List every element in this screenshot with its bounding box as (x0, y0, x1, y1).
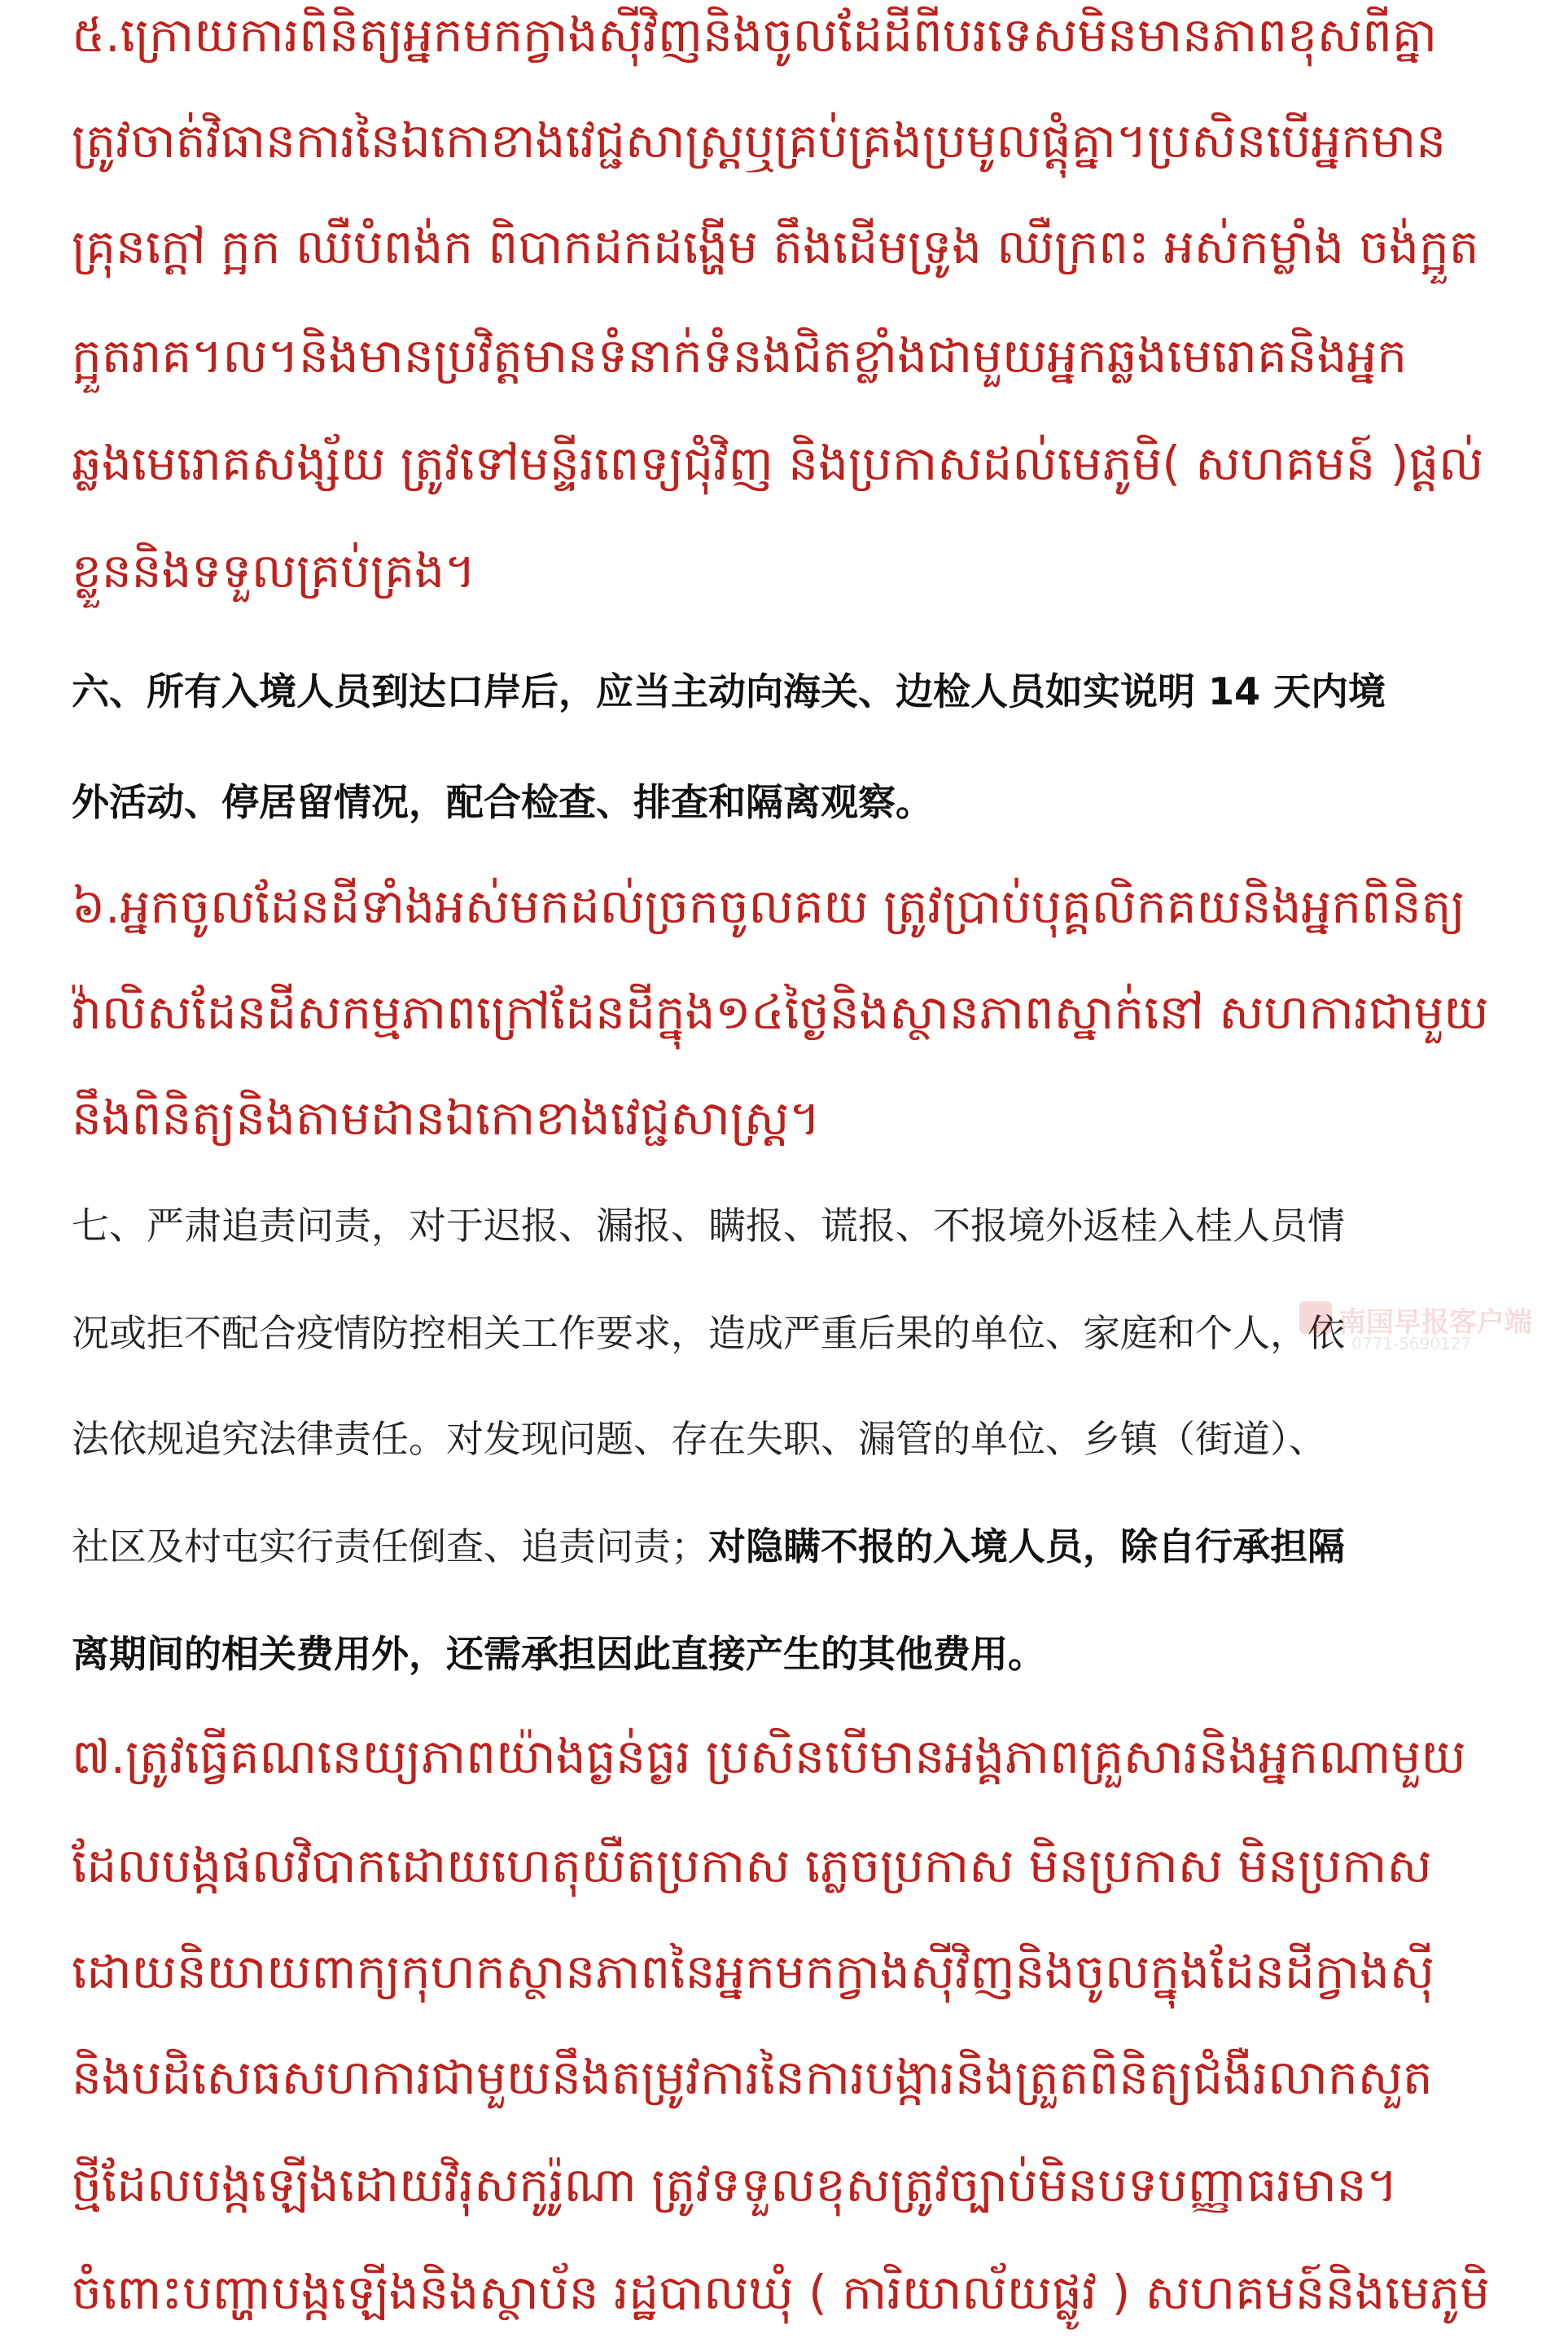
chinese-text-line (72, 1632, 1045, 1676)
text-bold: 对隐瞒不报的入境人员，除自行承担隔 (708, 1524, 1345, 1568)
watermark-text: 南国早报客户端 (1338, 1306, 1532, 1339)
khmer-text-line: ៧.ត្រូវធ្វើគណនេយ្យភាពយ៉ាងធ្ងន់ធ្ងរ ប្រសិនបើមានអង្គភាពគ្រួសារនិងអ្នកណាមួយ (72, 1729, 1466, 1784)
khmer-text-line: វ៉ាលិសដែនដីសកម្មភាពក្រៅដែនដីក្នុង១៤ថ្ងៃនិងស្ថានភាពស្នាក់នៅ សហការជាមួយ (72, 985, 1489, 1040)
watermark-phone: 0771-5690127 (1351, 1334, 1472, 1353)
text-regular: 七、严肃追责问责，对于迟报、漏报、瞒报、谎报、不报境外返桂入桂人员情 (72, 1204, 1345, 1248)
text-regular: 法依规追究法律责任。对发现问题、存在失职、漏管的单位、乡镇（街道）、 (72, 1417, 1326, 1461)
khmer-text-line: ដែលបង្កផលវិបាកដោយហេតុយឺតប្រកាស ភ្លេចប្រកាស មិនប្រកាស មិនប្រកាស (72, 1838, 1432, 1893)
chinese-text-line (72, 1417, 1326, 1461)
chinese-text-line (72, 1204, 1345, 1248)
chinese-text-line (72, 1524, 1345, 1568)
chinese-text-line (72, 1311, 1345, 1355)
khmer-text-line: គ្រុនក្តៅ ក្អក ឈឺបំពង់ក ពិបាកដកដង្ហើម តឹងដើមទ្រូង ឈឺក្រពះ អស់កម្លាំង ចង់ក្អួត (72, 219, 1479, 274)
khmer-text-line: ៦.អ្នកចូលដែនដីទាំងអស់មកដល់ច្រកចូលគយ ត្រូវប្រាប់បុគ្គលិកគយនិងអ្នកពិនិត្យ (72, 879, 1465, 934)
khmer-text-line: នឹងពិនិត្យនិងតាមដានឯកោខាងវេជ្ជសាស្ត្រ។ (72, 1090, 821, 1146)
khmer-text-line: និងបដិសេធសហការជាមួយនឹងតម្រូវការនៃការបង្ការនិងត្រួតពិនិត្យជំងឺរលាកសួត (72, 2050, 1433, 2105)
khmer-text-line: ខ្លួននិងទទួលគ្រប់គ្រង។ (72, 543, 476, 599)
khmer-text-line: ៥.ក្រោយការពិនិត្យអ្នកមកក្វាងស៊ីវិញនិងចូលដែដីពីបរទេសមិនមានភាពខុសពីគ្នា (72, 7, 1438, 63)
text-regular: 况或拒不配合疫情防控相关工作要求，造成严重后果的单位、家庭和个人，依 (72, 1311, 1345, 1355)
text-bold: 离期间的相关费用外，还需承担因此直接产生的其他费用。 (72, 1632, 1045, 1676)
text-regular: 社区及村屯实行责任倒查、追责问责； (72, 1524, 708, 1568)
chinese-text-line: 六、所有入境人员到达口岸后，应当主动向海关、边检人员如实说明 14 天内境 (72, 669, 1386, 713)
chinese-text-line: 外活动、停居留情况，配合检查、排查和隔离观察。 (72, 780, 933, 824)
khmer-text-line: ឆ្លងមេរោគសង្ស័យ ត្រូវទៅមន្ទីរពេទ្យជុំវិញ និងប្រកាសដល់មេភូមិ( សហគមន៍ )ផ្តល់ (72, 436, 1484, 491)
khmer-text-line: ដោយនិយាយពាក្យកុហកស្ថានភាពនៃអ្នកមកក្វាងស៊ីវិញនិងចូលក្នុងដែនដីក្វាងស៊ី (72, 1944, 1435, 1999)
khmer-text-line: ក្អួតរាគ។ល។និងមានប្រវិត្តមានទំនាក់ទំនងជិតខ្លាំងជាមួយអ្នកឆ្លងមេរោគនិងអ្នក (72, 328, 1408, 384)
khmer-text-line: ត្រូវចាត់វិធានការនៃឯកោខាងវេជ្ជសាស្ត្រឬគ្រប់គ្រងប្រមូលផ្តុំគ្នា។ប្រសិនបើអ្នកមាន (72, 113, 1447, 169)
khmer-text-line: ចំពោះបញ្ហាបង្កឡើងនិងស្ថាប័ន រដ្ឋបាលឃុំ ( ការិយាល័យផ្លូវ ) សហគមន៍និងមេភូមិ (72, 2265, 1491, 2320)
khmer-text-line: ថ្មីដែលបង្កឡើងដោយវិរុសកូរ៉ូណា ត្រូវទទួលខុសត្រូវច្បាប់មិនបទបញ្ញាធរមាន។ (72, 2157, 1398, 2213)
